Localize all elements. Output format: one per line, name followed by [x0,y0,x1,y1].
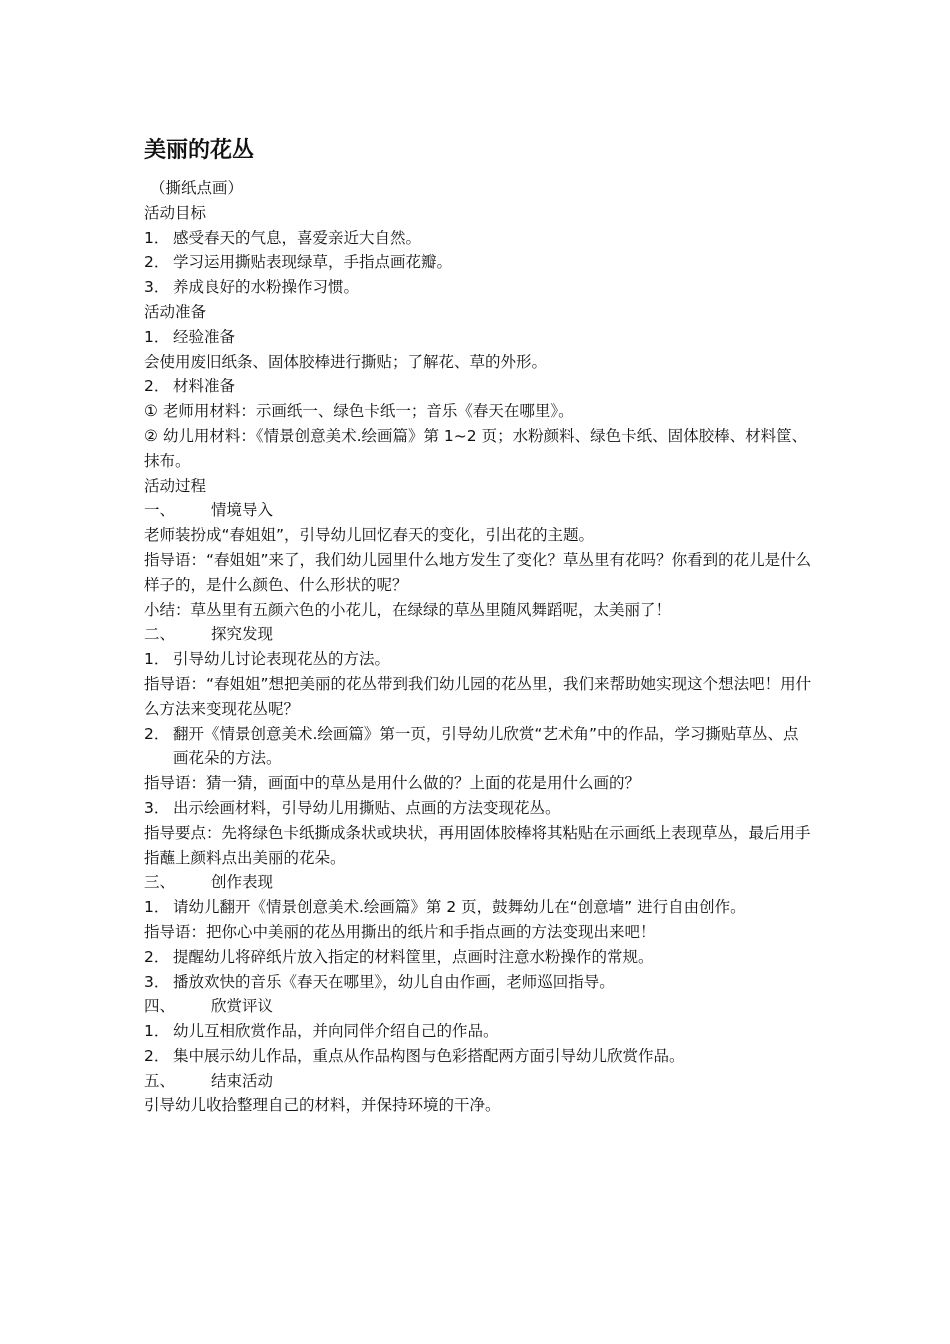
section-heading: 四、 欣赏评议 [144,997,274,1016]
prep-heading: 活动准备 [144,302,207,321]
step-item: 1． 幼儿互相欣赏作品，并向同伴介绍自己的作品。 [144,1022,499,1041]
document-title: 美丽的花丛 [144,138,255,163]
prep-material-child: ② 幼儿用材料：《情景创意美术.绘画篇》第 1~2 页；水粉颜料、绿色卡纸、固体胶棒、材料筐、抹布。 [144,426,808,470]
step-item: 3． 出示绘画材料，引导幼儿用撕贴、点画的方法变现花丛。 [144,798,561,817]
prep-material-teacher: ① 老师用材料：示画纸一、绿色卡纸一；音乐《春天在哪里》。 [144,402,574,421]
goal-item: 1． 感受春天的气息，喜爱亲近大自然。 [144,228,422,247]
step-item: 2． 提醒幼儿将碎纸片放入指定的材料筐里，点画时注意水粉操作的常规。 [144,947,654,966]
prep-material-label: 2． 材料准备 [144,377,236,396]
guide-text: 指导语：“春姐姐”想把美丽的花丛带到我们幼儿园的花丛里，我们来帮助她实现这个想法吧！用什么方法来变现花丛呢？ [144,674,812,718]
goals-heading: 活动目标 [144,203,207,222]
section-heading: 一、 情境导入 [144,501,274,520]
process-heading: 活动过程 [144,476,207,495]
step-item: 2． 集中展示幼儿作品，重点从作品构图与色彩搭配两方面引导幼儿欣赏作品。 [144,1046,685,1065]
subtitle: （撕纸点画） [150,179,244,197]
summary-text: 小结：草丛里有五颜六色的小花儿，在绿绿的草丛里随风舞蹈呢，太美丽了！ [144,600,672,619]
key-point-text: 指导要点：先将绿色卡纸撕成条状或块状，再用固体胶棒将其粘贴在示画纸上表现草丛，最后用手指蘸上颜料点出美丽的花朵。 [144,823,811,867]
prep-experience-text: 会使用废旧纸条、固体胶棒进行撕贴；了解花、草的外形。 [144,352,548,371]
guide-text: 指导语：“春姐姐”来了，我们幼儿园里什么地方发生了变化？草丛里有花吗？你看到的花儿是什么样子的，是什么颜色、什么形状的呢？ [144,550,812,594]
document-body [144,134,812,1118]
step-item: 2． 翻开《情景创意美术.绘画篇》第一页，引导幼儿欣赏“艺术角”中的作品，学习撕贴草丛、点画花朵的方法。 [144,724,799,768]
section-heading: 三、 创作表现 [144,873,274,892]
section-heading: 二、 探究发现 [144,625,274,644]
guide-text: 指导语：猜一猜，画面中的草丛是用什么做的？上面的花是用什么画的？ [144,774,641,793]
section-heading: 五、 结束活动 [144,1071,274,1090]
guide-text: 指导语：把你心中美丽的花丛用撕出的纸片和手指点画的方法变现出来吧！ [144,922,656,941]
section-text: 引导幼儿收拾整理自己的材料，并保持环境的干净。 [144,1096,501,1115]
step-item: 1． 请幼儿翻开《情景创意美术.绘画篇》第 2 页，鼓舞幼儿在“创意墙” 进行自由创作。 [144,898,746,917]
step-item: 3． 播放欢快的音乐《春天在哪里》，幼儿自由作画，老师巡回指导。 [144,972,615,991]
goal-item: 2． 学习运用撕贴表现绿草，手指点画花瓣。 [144,253,453,272]
step-item: 1． 引导幼儿讨论表现花丛的方法。 [144,650,391,669]
section-text: 老师装扮成“春姐姐”，引导幼儿回忆春天的变化，引出花的主题。 [144,526,595,545]
prep-experience-label: 1． 经验准备 [144,327,236,346]
goal-item: 3． 养成良好的水粉操作习惯。 [144,278,360,297]
